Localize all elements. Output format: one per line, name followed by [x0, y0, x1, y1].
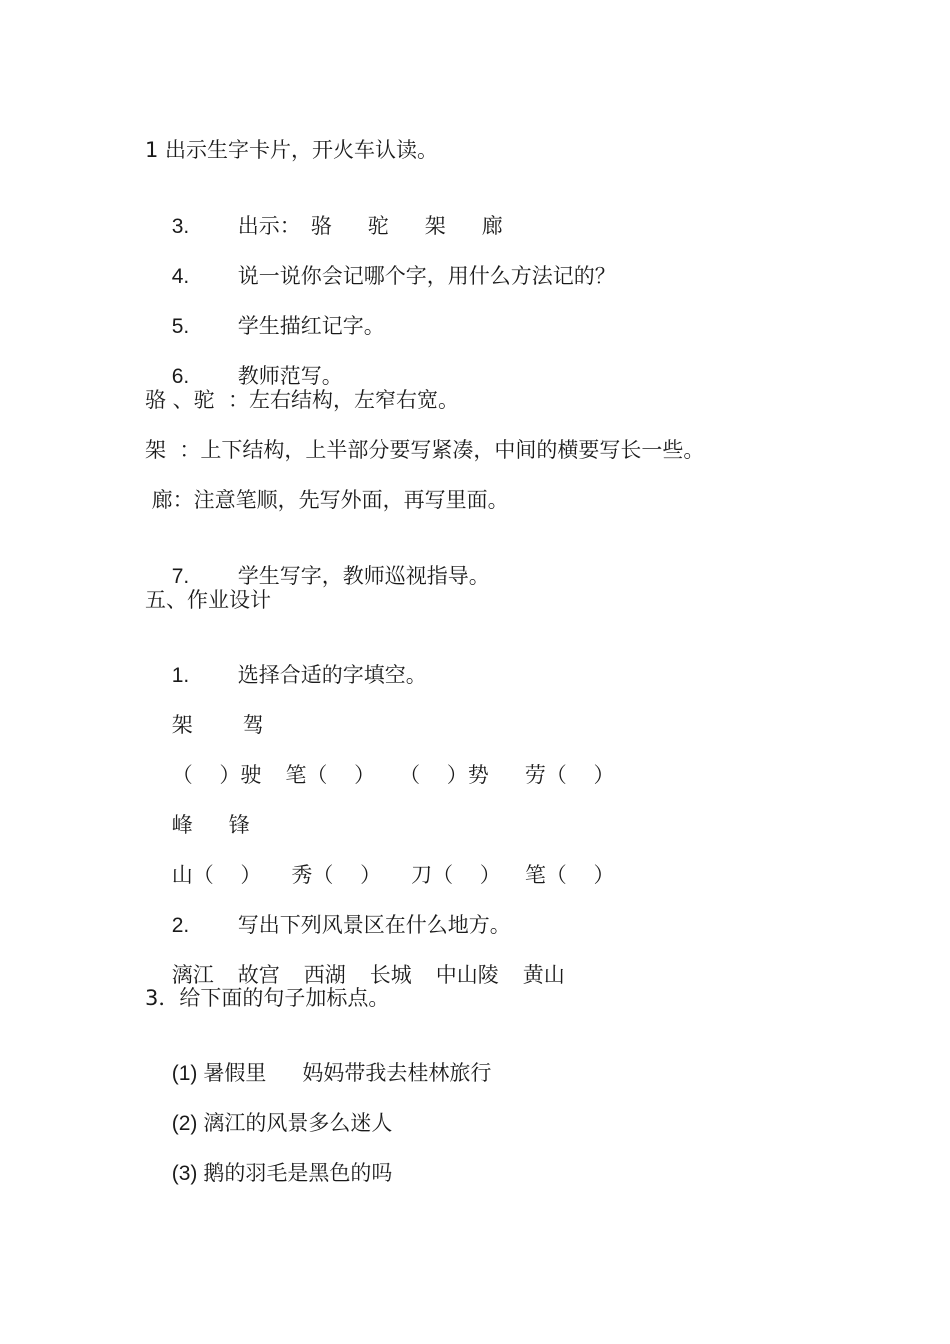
char-note-luotuo: 骆 、驼 ：左右结构，左窄右宽。: [145, 388, 460, 412]
scenic-spot: 漓江: [171, 963, 214, 987]
char-4: 廊: [481, 214, 503, 238]
blank-item: 山（ ）: [171, 863, 262, 887]
blank-item: 笔（ ）: [524, 863, 615, 887]
step-text: 教师范写。: [237, 364, 343, 388]
char-2: 驼: [367, 214, 389, 238]
char-note-jia: 架 ：上下结构，上半部分要写紧凑，中间的横要写长一些。: [145, 438, 705, 462]
step-number: 3.: [171, 215, 190, 238]
blank-item: （ ）势: [399, 763, 489, 787]
sentence-number: (2): [171, 1112, 198, 1135]
step-text: 写出下列风景区在什么地方。: [237, 913, 511, 937]
char-1: 骆: [310, 214, 332, 238]
blank-item: 刀（ ）: [411, 863, 501, 887]
scenic-spot: 中山陵: [435, 963, 499, 987]
step-number: 2.: [171, 914, 190, 937]
char-3: 架: [424, 214, 446, 238]
step-number: 5.: [171, 315, 190, 338]
choice-char: 驾: [242, 713, 264, 737]
sentence-text: 鹅的羽毛是黑色的吗: [203, 1161, 393, 1185]
scenic-spot: 西湖: [303, 963, 346, 987]
step-text: 学生描红记字。: [237, 314, 385, 338]
step-text: 选择合适的字填空。: [237, 663, 427, 687]
blank-item: 秀（ ）: [291, 863, 382, 887]
sentence-text: 妈妈带我去桂林旅行: [302, 1061, 492, 1085]
blank-item: （ ）驶: [171, 763, 262, 787]
step-text: 出示：: [237, 214, 301, 238]
step-number: 6.: [171, 365, 190, 388]
sentence-number: (3): [171, 1162, 198, 1185]
homework-3-line: 3．给下面的句子加标点。: [145, 986, 390, 1010]
step-text: 说一说你会记哪个字，用什么方法记的？: [237, 264, 616, 288]
step-1-line: 1 出示生字卡片，开火车认读。: [145, 138, 439, 162]
step-number: 7.: [171, 565, 190, 588]
sentence-text: 暑假里: [203, 1061, 267, 1085]
step-text: 学生写字，教师巡视指导。: [237, 564, 490, 588]
scenic-spot: 故宫: [237, 963, 280, 987]
scenic-spot: 长城: [369, 963, 412, 987]
step-number: 4.: [171, 265, 190, 288]
choice-char: 锋: [228, 813, 250, 837]
section-heading: 五、作业设计: [145, 588, 271, 612]
blank-item: 劳（ ）: [524, 763, 615, 787]
choice-char: 峰: [171, 813, 193, 837]
sentence-number: (1): [171, 1062, 198, 1085]
step-number: 1.: [171, 664, 190, 687]
choice-char: 架: [171, 713, 193, 737]
sentence-3: [145, 1134, 392, 1213]
scenic-spot: 黄山: [522, 963, 565, 987]
sentence-text: 漓江的风景多么迷人: [203, 1111, 393, 1135]
char-note-lang: 廊：注意笔顺，先写外面，再写里面。: [145, 488, 509, 512]
blank-item: 笔（ ）: [285, 763, 376, 787]
